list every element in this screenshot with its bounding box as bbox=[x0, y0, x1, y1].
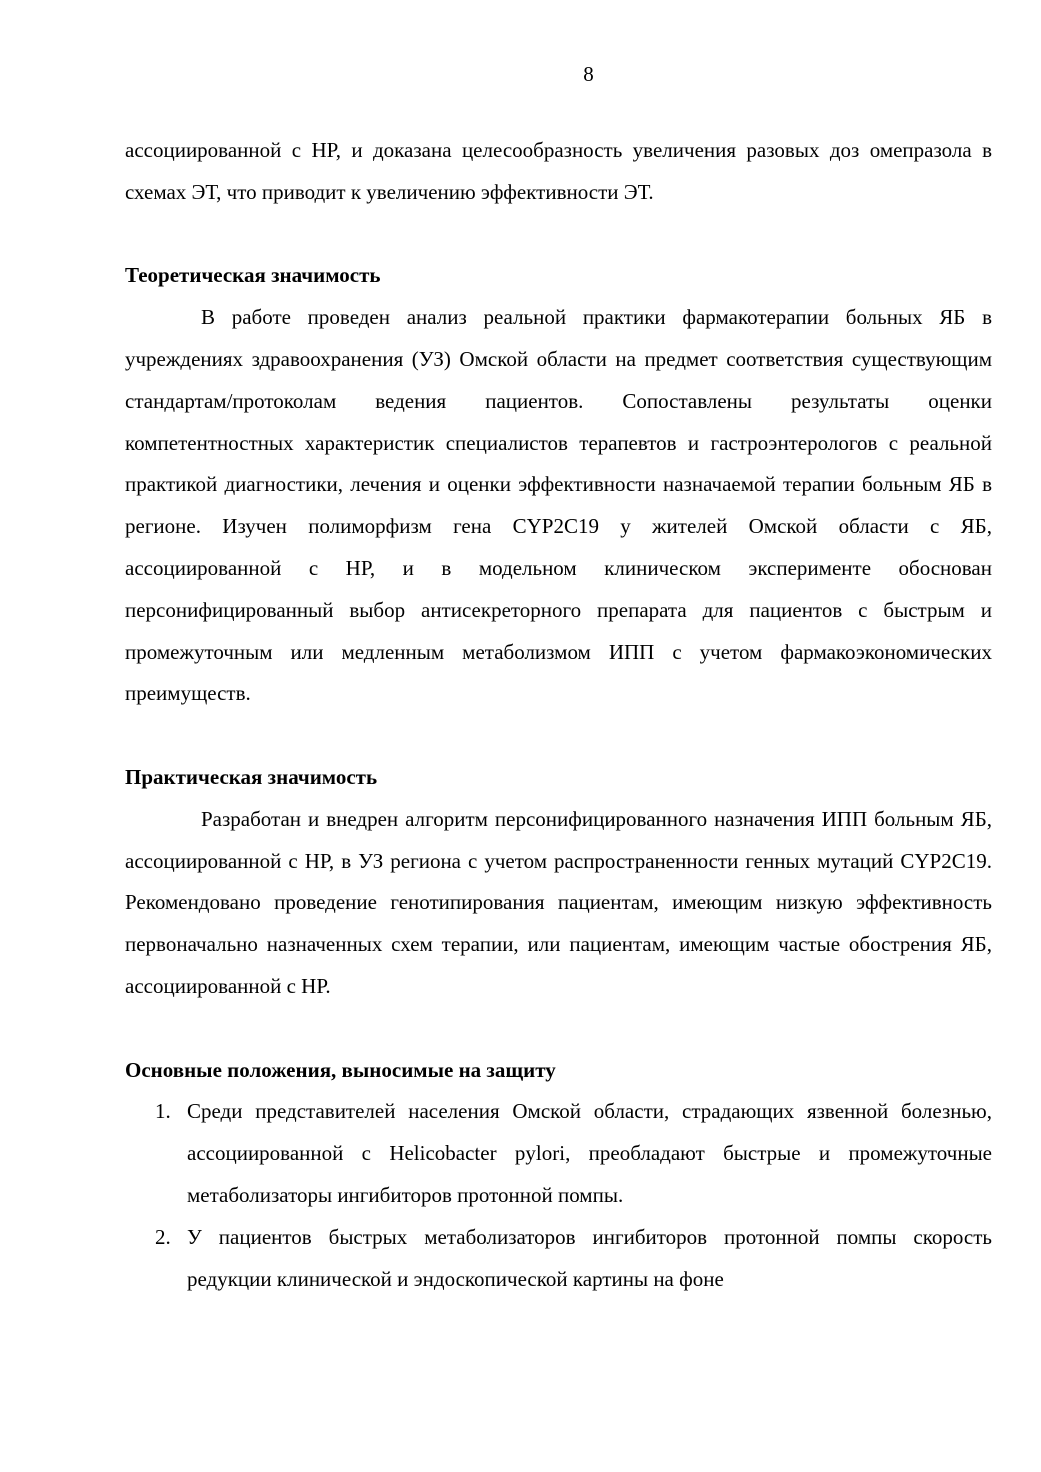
list-item-number: 2. bbox=[155, 1224, 171, 1249]
section-gap bbox=[125, 214, 992, 256]
list-item bbox=[125, 1091, 992, 1216]
section-gap bbox=[125, 1008, 992, 1050]
list-item-number: 1. bbox=[155, 1099, 171, 1124]
theoretical-paragraph: В работе проведен анализ реальной практики фармакотерапии больных ЯБ в учреждениях здравоохранения (УЗ) Омской области на предмет соответствия существующим стандартам/протоколам ведения пациентов. Сопоставлены результаты оценки компетентностных характеристик специалистов терапевтов и гастроэнтерологов с реальной практикой диагностики, лечения и оценки эффективности назначаемой терапии больным ЯБ в регионе. Изучен полиморфизм гена CYP2C19 у жителей Омской области с ЯБ, ассоциированной с НР, и в модельном клиническом эксперименте обоснован персонифицированный выбор антисекреторного препарата для пациентов с быстрым и промежуточным или медленным метаболизмом ИПП с учетом фармакоэкономических преимуществ. bbox=[125, 305, 992, 706]
theoretical-heading: Теоретическая значимость bbox=[125, 263, 381, 288]
practical-paragraph: Разработан и внедрен алгоритм персонифицированного назначения ИПП больным ЯБ, ассоциированной с НР, в УЗ региона с учетом распространенности генных мутаций CYP2C19. Рекомендовано проведение генотипирования пациентам, имеющим низкую эффективность первоначально назначенных схем терапии, или пациентам, имеющим частые обострения ЯБ, ассоциированной с НР. bbox=[125, 806, 992, 998]
page-number: 8 bbox=[583, 62, 594, 86]
defense-heading: Основные положения, выносимые на защиту bbox=[125, 1057, 556, 1082]
defense-list bbox=[125, 1091, 992, 1300]
list-item-text: У пациентов быстрых метаболизаторов ингибиторов протонной помпы скорость редукции клинической и эндоскопической картины на фоне bbox=[187, 1224, 992, 1291]
section-gap bbox=[125, 715, 992, 757]
list-item bbox=[125, 1217, 992, 1301]
list-item-text: Среди представителей населения Омской области, страдающих язвенной болезнью, ассоциированной с Helicobacter pylori, преобладают быстрые и промежуточные метаболизаторы ингибиторов протонной помпы. bbox=[187, 1099, 992, 1207]
continuation-paragraph: ассоциированной с НР, и доказана целесообразность увеличения разовых доз омепразола в схемах ЭТ, что приводит к увеличению эффективности ЭТ. bbox=[125, 138, 992, 204]
practical-heading: Практическая значимость bbox=[125, 764, 378, 789]
document-body bbox=[125, 130, 992, 1300]
